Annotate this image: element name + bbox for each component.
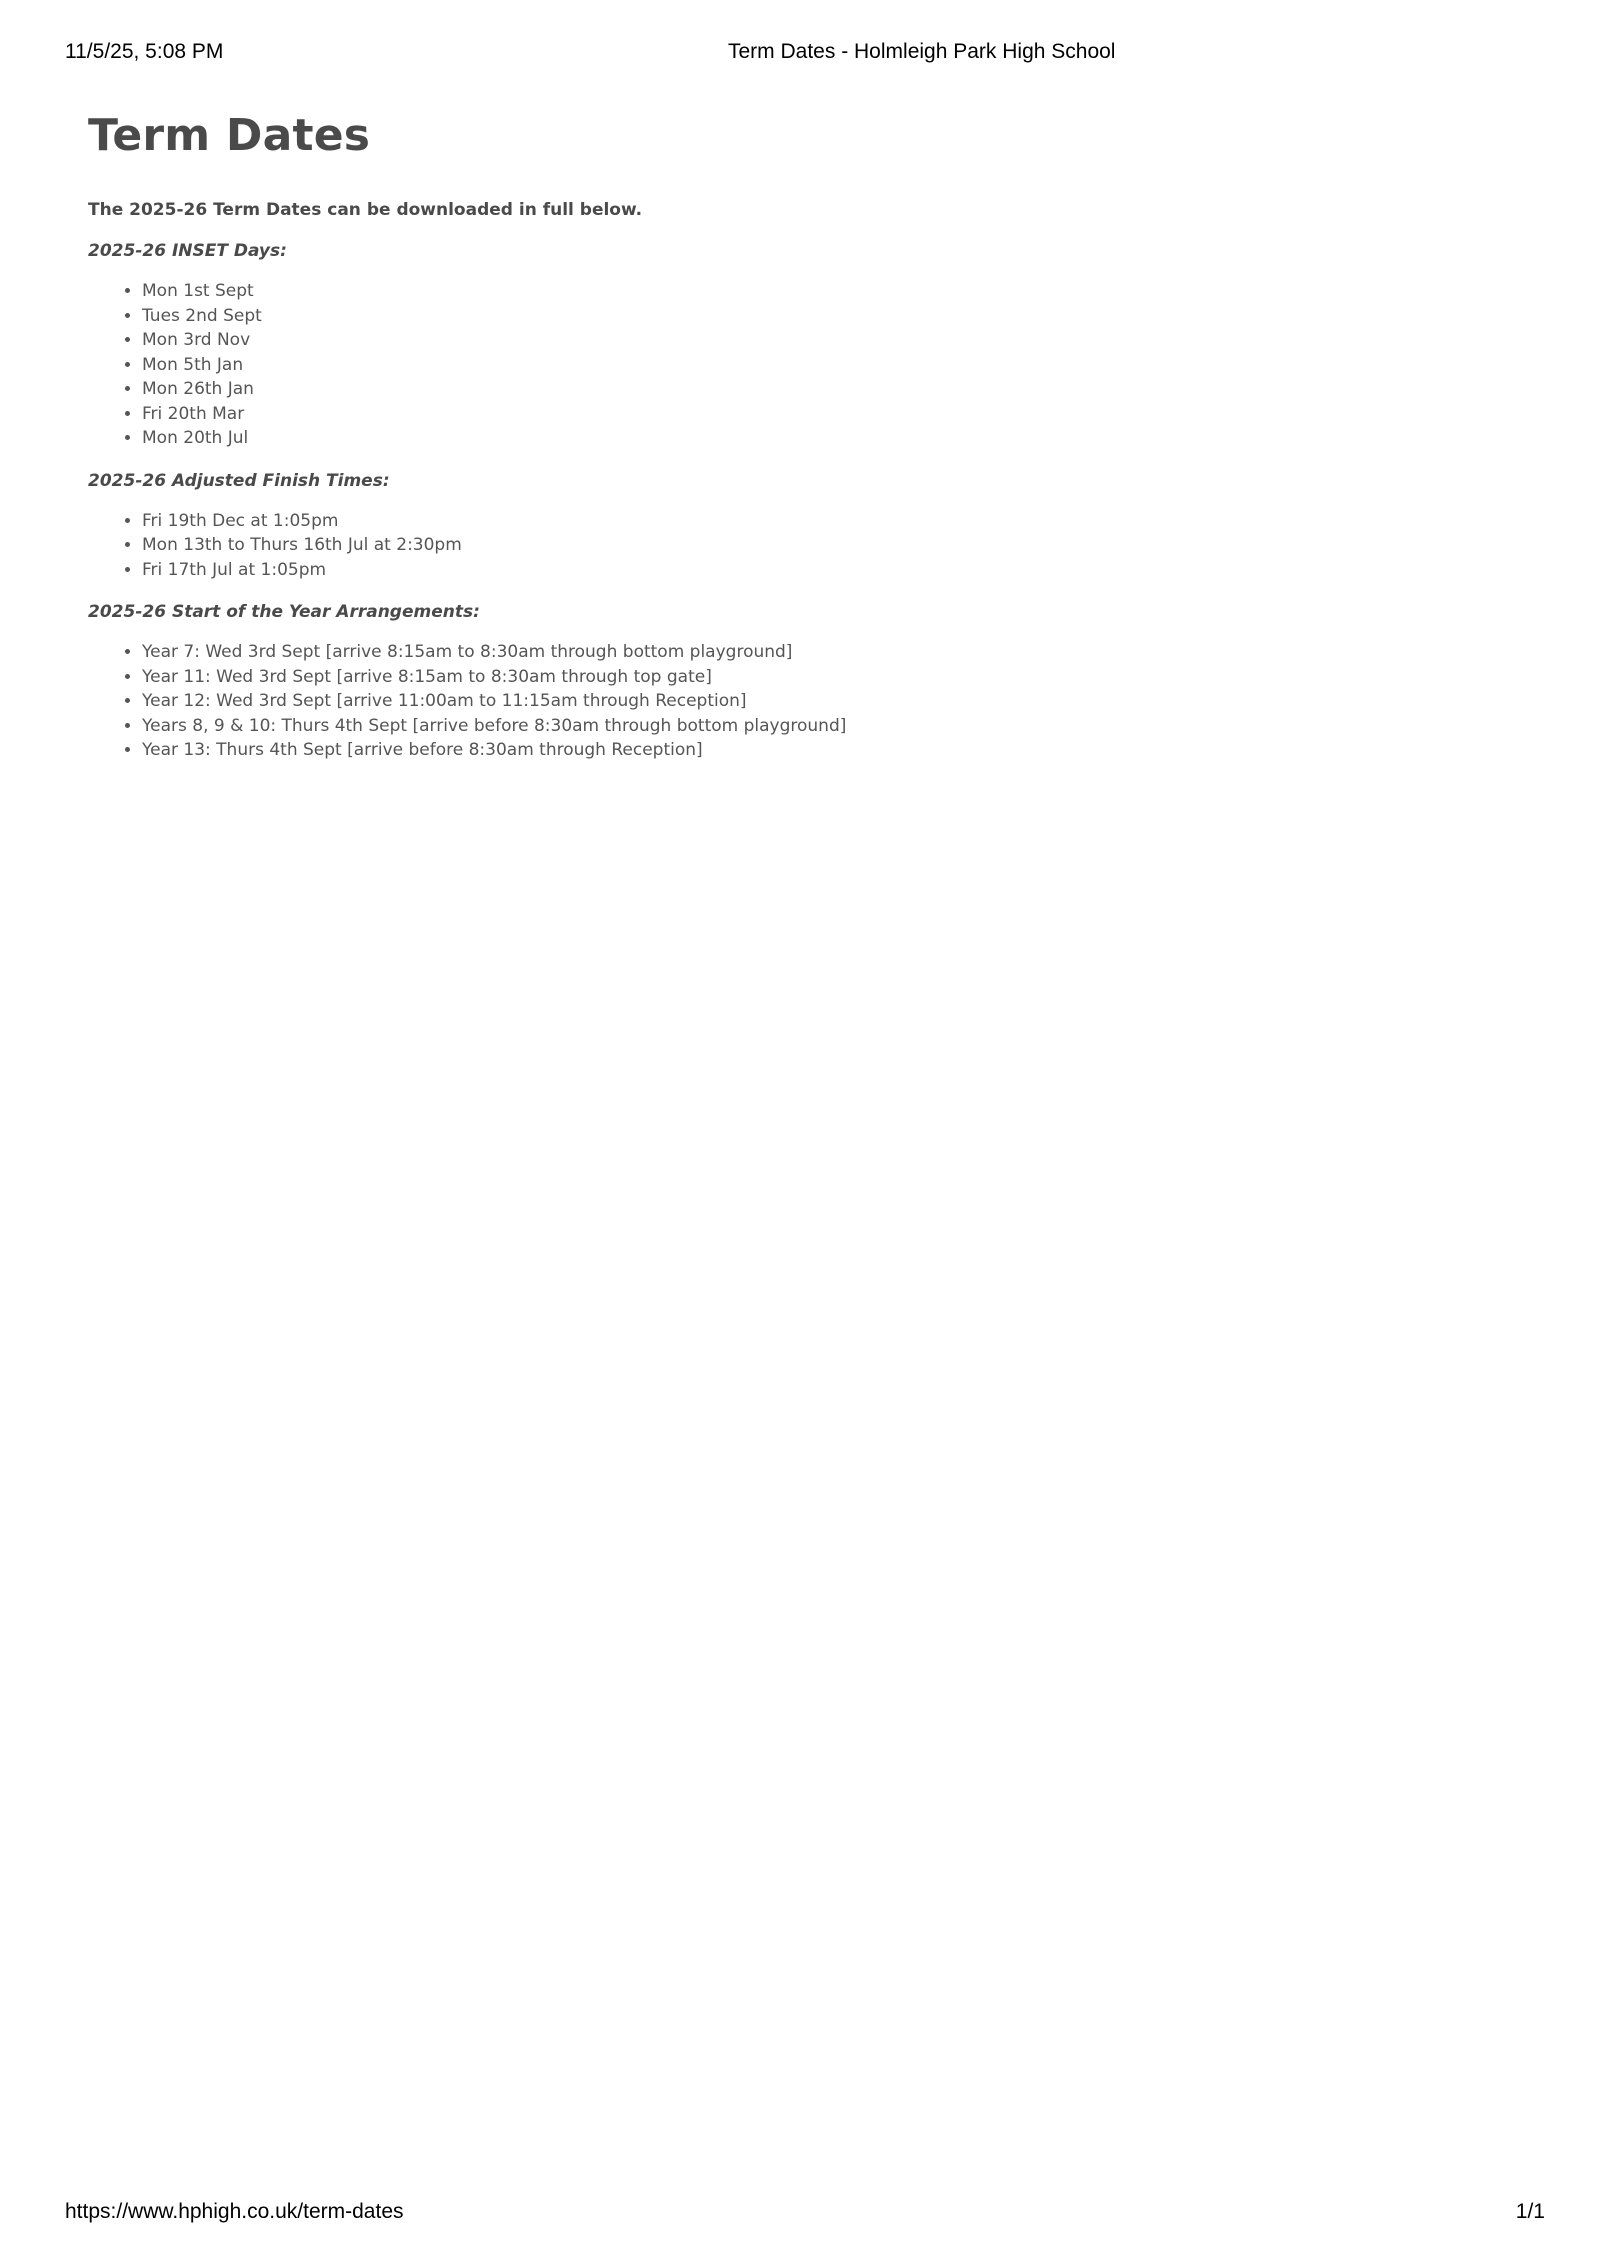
print-url: https://www.hphigh.co.uk/term-dates — [65, 2200, 404, 2223]
main-content — [88, 104, 1488, 781]
list-item: • Fri 19th Dec at 1:05pm — [142, 509, 1488, 534]
section-heading-inset-days: 2025-26 INSET Days: — [88, 241, 287, 261]
start-of-year-list — [88, 640, 1488, 763]
print-footer — [0, 2200, 1600, 2230]
list-item: • Year 7: Wed 3rd Sept [arrive 8:15am to 8:30am through bottom playground] — [142, 640, 1488, 665]
print-header — [0, 40, 1600, 70]
list-item: • Mon 20th Jul — [142, 426, 1488, 451]
print-page-title: Term Dates - Holmleigh Park High School — [728, 40, 1116, 63]
list-item: • Year 12: Wed 3rd Sept [arrive 11:00am to 11:15am through Reception] — [142, 689, 1488, 714]
section-heading-start-of-year: 2025-26 Start of the Year Arrangements: — [88, 602, 480, 622]
list-item: • Mon 1st Sept — [142, 279, 1488, 304]
intro-text: The 2025-26 Term Dates can be downloaded in full below. — [88, 200, 643, 220]
list-item: • Year 11: Wed 3rd Sept [arrive 8:15am to 8:30am through top gate] — [142, 665, 1488, 690]
list-item: • Mon 26th Jan — [142, 377, 1488, 402]
list-item: • Year 13: Thurs 4th Sept [arrive before 8:30am through Reception] — [142, 738, 1488, 763]
print-page-number: 1/1 — [1515, 2200, 1545, 2223]
list-item: • Mon 5th Jan — [142, 353, 1488, 378]
print-datetime: 11/5/25, 5:08 PM — [65, 40, 224, 63]
list-item: • Fri 17th Jul at 1:05pm — [142, 558, 1488, 583]
list-item: • Tues 2nd Sept — [142, 304, 1488, 329]
list-item: • Mon 3rd Nov — [142, 328, 1488, 353]
list-item: • Fri 20th Mar — [142, 402, 1488, 427]
list-item: • Years 8, 9 & 10: Thurs 4th Sept [arrive before 8:30am through bottom playground] — [142, 714, 1488, 739]
list-item: • Mon 13th to Thurs 16th Jul at 2:30pm — [142, 533, 1488, 558]
adjusted-finish-times-list — [88, 509, 1488, 583]
inset-days-list — [88, 279, 1488, 451]
section-heading-adjusted-finish-times: 2025-26 Adjusted Finish Times: — [88, 470, 390, 491]
page-title: Term Dates — [88, 110, 371, 161]
